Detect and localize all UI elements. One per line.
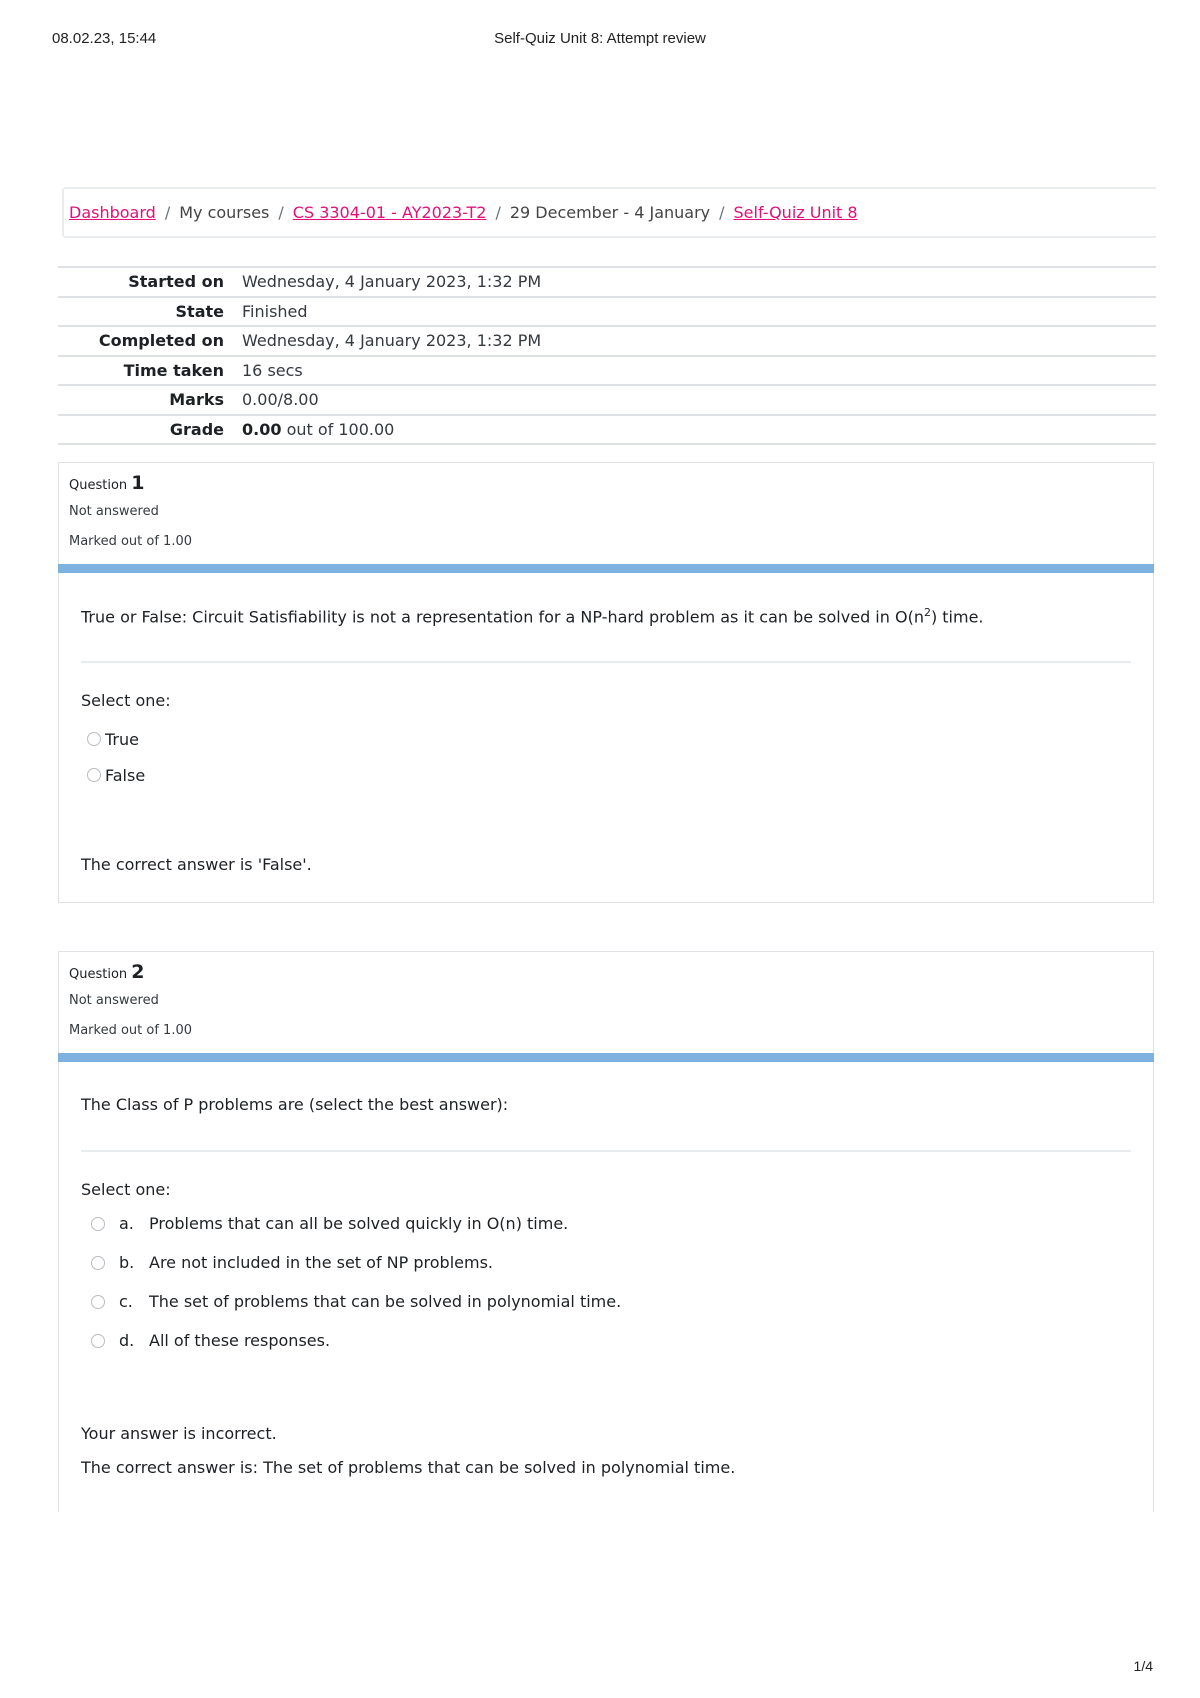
summary-value: 0.00/8.00 — [242, 390, 319, 410]
summary-value: Wednesday, 4 January 2023, 1:32 PM — [242, 331, 542, 351]
question-feedback — [58, 839, 1154, 903]
question-info — [58, 462, 1154, 564]
option-d[interactable] — [81, 1321, 1131, 1360]
breadcrumb-separator: / — [719, 203, 725, 222]
summary-value: Finished — [242, 301, 308, 321]
attempt-summary-table — [58, 266, 1156, 445]
question-grade: Marked out of 1.00 — [69, 533, 193, 549]
breadcrumb — [62, 187, 1156, 238]
question-grade: Marked out of 1.00 — [69, 1022, 193, 1038]
option-label: Problems that can all be solved quickly in O(n) time. — [149, 1214, 569, 1233]
question-number-value: 2 — [131, 961, 145, 983]
radio-button[interactable] — [87, 732, 101, 746]
breadcrumb-separator: / — [164, 203, 171, 222]
question-text — [81, 573, 1131, 661]
question-prefix: Question — [69, 478, 128, 493]
select-prompt: Select one: — [81, 1180, 171, 1199]
summary-value: 16 secs — [242, 360, 303, 380]
summary-label: Marks — [169, 390, 224, 410]
breadcrumb-separator: / — [278, 203, 284, 222]
summary-label: Completed on — [98, 331, 224, 351]
summary-row-marks — [58, 386, 1156, 416]
summary-label: Started on — [128, 272, 224, 292]
summary-row-grade — [58, 416, 1156, 446]
question-number — [69, 961, 1153, 985]
incorrect-feedback-text: Your answer is incorrect. — [81, 1424, 277, 1443]
radio-button[interactable] — [91, 1256, 105, 1270]
breadcrumb-dashboard-link[interactable]: Dashboard — [69, 203, 156, 222]
radio-button[interactable] — [91, 1217, 105, 1231]
radio-button[interactable] — [91, 1295, 105, 1309]
option-a[interactable] — [81, 1204, 1131, 1243]
print-title: Self-Quiz Unit 8: Attempt review — [494, 30, 706, 47]
grade-suffix: out of 100.00 — [286, 419, 395, 439]
option-b[interactable] — [81, 1243, 1131, 1282]
question-text: The Class of P problems are (select the best answer): — [81, 1095, 509, 1114]
print-header — [52, 30, 1148, 50]
option-letter: c. — [119, 1292, 133, 1311]
question-state: Not answered — [69, 503, 159, 519]
summary-row-state — [58, 298, 1156, 328]
option-letter: a. — [119, 1214, 134, 1233]
summary-row-completed-on — [58, 327, 1156, 357]
question-state: Not answered — [69, 992, 159, 1008]
grade-score: 0.00 — [242, 419, 282, 439]
question-prefix: Question — [69, 967, 128, 982]
option-label: True — [105, 729, 139, 749]
question-number — [69, 472, 1153, 496]
option-true[interactable] — [81, 721, 1131, 757]
correct-answer-text: The correct answer is: The set of problems that can be solved in polynomial time. — [81, 1458, 736, 1477]
summary-value: Wednesday, 4 January 2023, 1:32 PM — [242, 272, 542, 292]
question-content — [58, 573, 1154, 839]
breadcrumb-section: 29 December - 4 January — [509, 203, 711, 222]
breadcrumb-quiz-link[interactable]: Self-Quiz Unit 8 — [733, 203, 858, 222]
question-text-end: ) time. — [930, 607, 984, 627]
breadcrumb-course-link[interactable]: CS 3304-01 - AY2023-T2 — [292, 203, 487, 222]
summary-label: Time taken — [123, 360, 224, 380]
summary-label: State — [175, 301, 224, 321]
question-accent-bar — [58, 564, 1154, 573]
question-number-value: 1 — [131, 472, 145, 494]
breadcrumb-separator: / — [495, 203, 501, 222]
option-false[interactable] — [81, 757, 1131, 793]
question-content — [58, 1062, 1154, 1406]
option-label: False — [105, 765, 146, 785]
summary-label: Grade — [169, 419, 224, 439]
radio-button[interactable] — [91, 1334, 105, 1348]
option-letter: b. — [119, 1253, 135, 1272]
correct-answer-text: The correct answer is 'False'. — [81, 855, 312, 874]
question-1 — [58, 462, 1154, 903]
question-text-main: True or False: Circuit Satisfiability is not a representation for a NP-hard problem as it can be solved in O(n — [81, 607, 924, 627]
question-2 — [58, 951, 1154, 1512]
question-text-superscript: 2 — [923, 606, 931, 619]
option-label: All of these responses. — [149, 1331, 331, 1350]
select-prompt: Select one: — [81, 691, 171, 710]
print-datetime: 08.02.23, 15:44 — [52, 30, 157, 47]
option-c[interactable] — [81, 1282, 1131, 1321]
option-label: Are not included in the set of NP problems. — [149, 1253, 493, 1272]
summary-row-time-taken — [58, 357, 1156, 387]
option-letter: d. — [119, 1331, 135, 1350]
page-number: 1/4 — [1133, 1658, 1153, 1674]
summary-value — [224, 420, 394, 439]
summary-row-started-on — [58, 268, 1156, 298]
question-info — [58, 951, 1154, 1053]
breadcrumb-my-courses: My courses — [179, 203, 270, 222]
question-accent-bar — [58, 1053, 1154, 1062]
question-feedback — [58, 1406, 1154, 1512]
option-label: The set of problems that can be solved in polynomial time. — [149, 1292, 622, 1311]
radio-button[interactable] — [87, 768, 101, 782]
